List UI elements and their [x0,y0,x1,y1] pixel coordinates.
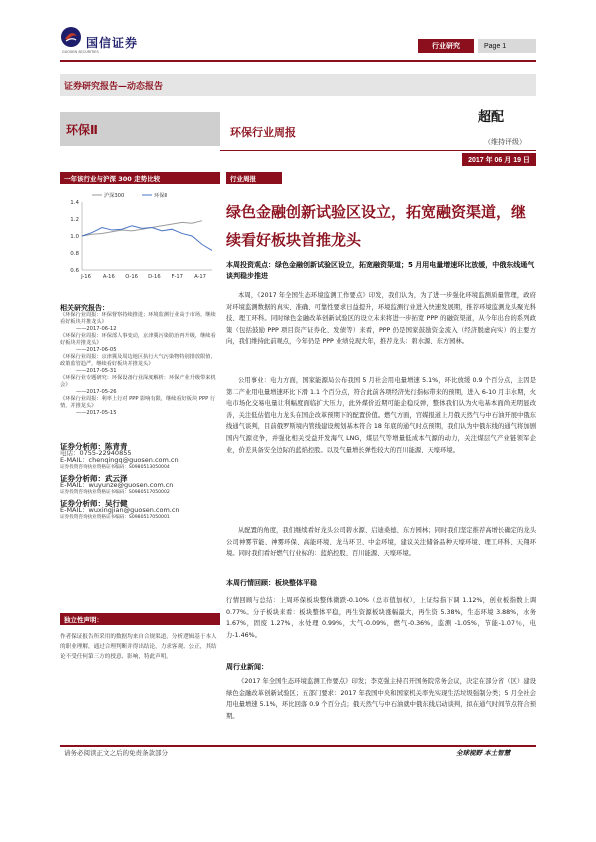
rating-maintained: （维持评级） [484,138,526,146]
analyst-entry [60,443,220,471]
sector-box [60,112,220,146]
related-item: ——2017-06-12 [76,326,117,332]
summary: 本周投资观点：绿色金融创新试验区设立，拓宽融资渠道；5 月用电量增速环比放缓，中俄东线通气谈判稳步推进 [226,261,535,280]
performance-chart [60,188,220,284]
x-tick-label: A-17 [194,274,206,280]
analyst-cert: 证券投资咨询执业资格证书编码：S0980513050004 [60,465,170,470]
analyst-email: E-MAIL：wuxingjian@guosen.com.cn [60,506,180,514]
report-title: 环保行业周报 [230,126,296,139]
report-type-band [60,74,536,96]
related-item: ——2017-05-26 [76,389,117,395]
related-item: ——2017-05-15 [76,410,117,416]
analyst-name: 证券分析师：武云泽 [60,474,128,483]
analyst-entry [60,475,220,496]
analyst-cert: 证券投资咨询执业资格证书编码：S0980517050001 [60,515,170,520]
brand-name: 国信证券 [86,36,139,50]
footer-disclaimer: 请务必阅读正文之后的免责条款部分 [64,749,168,757]
x-tick-label: F-17 [171,274,183,280]
related-title: 相关研究报告： [60,304,109,312]
related-item: 《环保行业专题研究：环保设备行业深度解析：环保产业升级带来机会》 [60,375,216,388]
analyst-cert: 证券投资咨询执业资格证书编码：S0980517050002 [60,490,170,495]
rating-value: 超配 [478,110,505,125]
related-item: 《环保行业周报：环保部人事变动，京津冀污染防治再升级，继续看好板块并推龙头》 [60,333,216,346]
independence-text: 作者保证报告所采用的数据均来自合规渠道，分析逻辑基于本人的职业理解，通过合理判断并得出结论，力求客观、公正，其结论不受任何第三方的授意、影响，特此声明。 [60,634,217,660]
independence-header: 独立性声明： [60,613,220,625]
y-tick-label: 0.6 [70,268,79,274]
sector-name: 环保Ⅱ [66,123,98,137]
analyst-email: E-MAIL：chenqingq@guosen.com.cn [60,456,179,464]
report-type-label: 证券研究报告—动态报告 [64,82,164,92]
x-tick-label: J-16 [81,274,91,280]
analyst-block [60,443,220,525]
related-item: ——2017-06-05 [76,347,117,353]
paragraph-2: 公用事业：电力方面，国家能源局公布我国 5 月社会用电量增速 5.1%，环比放缓 0.9 个百分点，主因是第二产业用电量增速环比下滑 1.1 个百分点，符合此前各项经济先行指标带来的预期，进入 6-10 月丰水期，火电市场化交易电量让利幅度面临扩大压力，此外煤价近期可能企稳反弹，整体我们认为火电基本面尚无明显改善，关注低估值电力龙头在国企改革预期下的配置价值。燃气方面，官媒报道上月俄天然气与中石油开展中俄东线通气谈判，目前俄罗斯境内管线建设规划基本符合 18 年底的通气时点预期，我们认为中俄东线的通气将加剧国内气源竞争，并强化相关受益开发海气 LNG，煤层气等增量低成本气源的动力，关注煤层气产业链领军企业，价差具备安全边际的蓝焰控股。以及气量增长弹性较大的百川能源、天壕环境。 [226,377,536,454]
review-text: 行情回顾与总结：上周环保板块整体微跌-0.10%（总市值加权），上证综指下调 1.12%，创业板指数上调 0.77%。分子板块来看：板块整体平稳，再生资源板块涨幅最大，再生资 5.38%，生态环境 3.88%，水务 1.67%，固废 1.27%，水处理 0.99%，大气-0.09%，燃气-0.36%，监测 -1.05%，节能-1.07％，电力-1.46%。 [226,597,536,639]
news-text: 《2017 年全国生态环境监测工作要点》印发；李克强主持召开国务院常务会议，决定在部分省（区）建设绿色金融改革创新试验区；五部门要求：2017 年我国中央和国家机关率先实现生活垃圾强制分类；5 月全社会用电量增速 5.1%，环比回落 0.9 个百分点；俄天然气与中石油就中俄东线启动谈判，拟在通气时间节点符合预期。 [226,678,536,720]
review-title: 本周行情回顾：板块整体平稳 [226,579,317,587]
header-category-tag: 行业研究 [418,39,474,53]
footer-slogan: 全球视野 本土智慧 [456,749,511,757]
x-tick-label: D-16 [148,274,161,280]
brand-subtitle: GUOSEN SECURITIES [62,50,99,54]
related-item: 《环保行业周报：环保督察持续推进；环境监测行业高于市场，继续看好板块并推龙头》 [60,312,216,325]
headline: 绿色金融创新试验区设立，拓宽融资渠道，继续看好板块首推龙头 [226,203,527,249]
related-item: 《环保行业周报：利率上行对 PPP 影响有限，继续看好板块 PPP 行情，并推龙头》 [60,396,216,409]
legend-label: 环保Ⅱ [154,193,167,199]
analyst-name: 证券分析师：吴行健 [60,499,128,508]
series-line-1 [82,226,212,251]
paragraph-3: 从配置的角度，我们继续看好龙头公司碧水源、启迪桑德、东方园林；同时我们坚定推荐高增长确定的龙头公司神雾节能、神雾环保、高能环境、龙马环卫、中金环境，建议关注储备品种天壕环境、理工环科、天翔环境。同时我们看好燃气行业标的：蓝焰控股、百川能源、天壕环境。 [226,527,536,558]
related-list [60,312,220,417]
y-tick-label: 1.2 [70,217,79,223]
analyst-phone: 电话：0755-22940855 [60,449,132,457]
news-title: 周行业新闻： [226,663,268,671]
footer-divider [60,745,536,747]
section-tag: 行业周报 [226,172,282,184]
related-item: 《环保行业周报：京津冀及周边地区执行大气污染物特别排放限值，政策监管趋严，继续看好板块并推龙头》 [60,354,216,367]
related-item: ——2017-05-31 [76,368,117,374]
title-divider [220,150,536,151]
related-research [60,305,220,417]
x-tick-label: O-16 [125,274,138,280]
y-tick-label: 1.4 [70,200,79,206]
page-number: Page 1 [478,39,536,53]
y-tick-label: 1.0 [70,234,79,240]
header-divider [60,60,536,62]
y-tick-label: 0.8 [70,251,79,257]
legend-label: 沪深300 [104,193,125,199]
x-tick-label: A-16 [102,274,115,280]
paragraph-1: 本周，《2017 年全国生态环境监测工作要点》印发，我们认为，为了进一步强化环境监测质量管理，政府对环境监测数据的真实、准确、可靠性要求日益提升，环境监测行业进入快速发展期，推荐环境监测龙头聚光科技、理工环科。同时绿色金融改革创新试验区的设立未来将进一步拓宽 PPP 的融资渠道，从今年出台的系列政策（包括鼓励 PPP 项目资产证券化、发债等）来看，PPP 仍是国家鼓励资金流入（经济脱虚向实）的主要方向，我们维持此前观点，今年仍是 PPP 业绩兑现大年，推荐龙头：碧水源、东方园林。 [226,292,536,346]
guosen-logo-icon [60,26,82,48]
analyst-name: 证券分析师：陈青青 [60,442,128,451]
analyst-entry [60,500,220,521]
chart-header: 一年该行业与沪深 300 走势比较 [60,172,220,184]
analyst-email: E-MAIL：wuyunze@guosen.com.cn [60,481,174,489]
report-date: 2017 年 06 月 19 日 [462,153,536,166]
